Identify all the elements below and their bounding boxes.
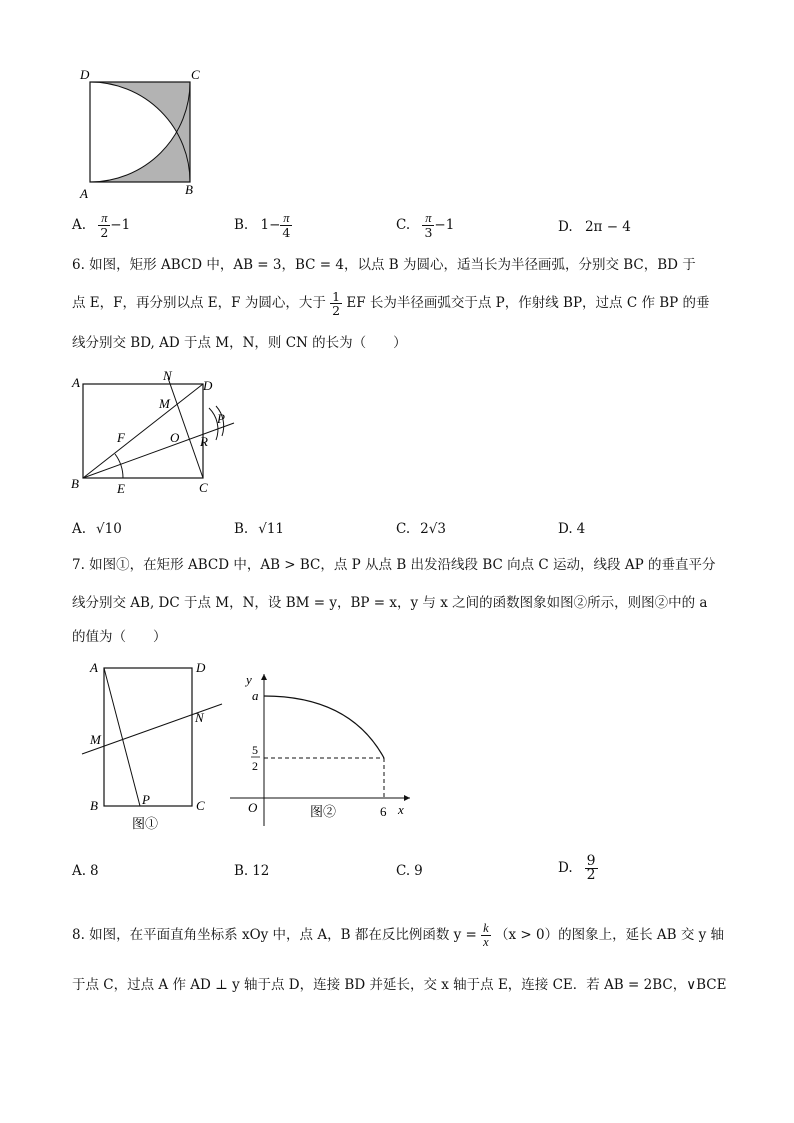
q5-option-a-num: π: [98, 212, 110, 226]
q7-option-a[interactable]: [72, 863, 99, 879]
q5-option-c-den: 3: [424, 225, 433, 240]
q7-f2-label-den: 2: [252, 759, 258, 773]
q6-label-m: M: [159, 396, 170, 411]
q7-option-d-num: 9: [586, 853, 596, 869]
q6-option-a-text: √10: [96, 521, 122, 537]
q6-label-e: E: [117, 481, 125, 496]
q6-label-o: O: [170, 430, 180, 445]
q7-f1-label-b: B: [90, 798, 98, 813]
q7-f2-label-x: x: [398, 802, 404, 817]
q6-option-d-key: D.: [558, 521, 573, 537]
q7-option-c-key: C.: [396, 863, 411, 879]
q6-option-a-key: A.: [72, 521, 87, 537]
q6-figure: [66, 368, 246, 500]
q6-stem-line3: 线分别交 BD, AD 于点 M，N，则 CN 的长为（ ）: [72, 335, 407, 351]
q8-stem-line1-a: 8. 如图，在平面直角坐标系 xOy 中，点 A，B 都在反比例函数 y =: [72, 927, 477, 943]
q8-stem-line2: 于点 C，过点 A 作 AD ⊥ y 轴于点 D，连接 BD 并延长，交 x 轴于点 E，连接 CE．若 AB = 2BC，∨BCE: [72, 977, 727, 993]
q7-segment-ap: [104, 668, 140, 806]
q5-option-b-den: 4: [282, 225, 291, 240]
q5-figure: [70, 64, 210, 204]
q7-option-a-key: A.: [72, 863, 87, 879]
q7-option-b-key: B.: [234, 863, 249, 879]
q6-frac-num: 1: [332, 289, 341, 304]
q7-curve: [264, 696, 384, 758]
q7-option-a-text: 8: [90, 863, 99, 879]
q7-f2-label-o: O: [248, 800, 258, 815]
q6-ray-bp: [83, 423, 234, 478]
q6-stem-line1: 6. 如图，矩形 ABCD 中，AB = 3，BC = 4，以点 B 为圆心，适当长为半径画弧，分别交 BC，BD 于: [72, 257, 696, 273]
q5-option-a-den: 2: [100, 225, 109, 240]
q5-option-a-key: A.: [72, 217, 87, 233]
q6-label-c: C: [199, 480, 208, 495]
q8-stem-line1: [72, 922, 724, 949]
q5-label-a: A: [80, 186, 88, 201]
q7-option-b-text: 12: [252, 863, 270, 879]
q7-option-c-text: 9: [414, 863, 423, 879]
q7-option-c[interactable]: [396, 863, 423, 879]
q7-stem-line3: 的值为（ ）: [72, 629, 167, 645]
q6-label-r: R: [200, 434, 208, 449]
q5-option-b[interactable]: [234, 212, 292, 239]
q6-option-c-text: 2√3: [420, 521, 446, 537]
q6-option-b-key: B.: [234, 521, 249, 537]
q8-stem-line1-b: （x > 0）的图象上，延长 AB 交 y 轴: [495, 927, 725, 943]
q7-figure-2: [230, 664, 420, 834]
q6-line-cn: [168, 378, 203, 478]
q7-option-d-key: D.: [558, 860, 573, 876]
q7-f2-label-y: y: [246, 672, 252, 687]
q7-rectangle: [104, 668, 192, 806]
q5-option-c-tail: −1: [434, 217, 455, 233]
q7-f2-label-six: 6: [380, 804, 387, 819]
q5-option-d-key: D.: [558, 219, 573, 235]
q5-option-b-head: 1−: [260, 217, 281, 233]
q8-frac-num: k: [483, 921, 489, 935]
q6-stem-line2-b: EF 长为半径画弧交于点 P，作射线 BP，过点 C 作 BP 的垂: [346, 295, 710, 311]
q7-f1-label-n: N: [195, 710, 204, 725]
q7-f2-label-a: a: [252, 688, 259, 703]
q6-option-b[interactable]: [234, 521, 284, 537]
q7-option-b[interactable]: [234, 863, 269, 879]
q5-label-d: D: [80, 67, 90, 82]
q5-option-c-num: π: [422, 212, 434, 226]
q7-f2-label-num: 5: [252, 743, 258, 757]
q7-f1-label-a: A: [90, 660, 98, 675]
q7-stem-line1: 7. 如图①，在矩形 ABCD 中，AB > BC，点 P 从点 B 出发沿线段 BC 向点 C 运动，线段 AP 的垂直平分: [72, 557, 716, 573]
q6-label-n: N: [163, 368, 172, 383]
q7-f1-label-p: P: [142, 792, 150, 807]
q6-option-c-key: C.: [396, 521, 411, 537]
q5-option-d[interactable]: [558, 219, 631, 235]
q6-label-a: A: [72, 375, 80, 390]
q6-stem-line2-a: 点 E，F，再分别以点 E，F 为圆心，大于: [72, 295, 326, 311]
q7-figure-1: [74, 658, 230, 834]
q6-option-b-text: √11: [258, 521, 284, 537]
q7-f2-caption: 图②: [310, 804, 337, 819]
q7-f1-label-d: D: [196, 660, 206, 675]
q5-label-c: C: [191, 67, 200, 82]
q6-option-d-text: 4: [576, 521, 586, 537]
q8-frac-den: x: [483, 935, 489, 949]
q7-f1-label-c: C: [196, 798, 205, 813]
q5-option-a-tail: −1: [110, 217, 131, 233]
q5-label-b: B: [185, 182, 193, 197]
q6-option-c[interactable]: [396, 521, 446, 537]
q5-option-c-key: C.: [396, 217, 411, 233]
q6-label-f: F: [117, 430, 125, 445]
q7-f1-label-m: M: [90, 732, 101, 747]
q7-option-d-den: 2: [586, 867, 596, 883]
q7-stem-line2: 线分别交 AB, DC 于点 M，N，设 BM = y，BP = x，y 与 x 之间的函数图象如图②所示，则图②中的 a: [72, 595, 708, 611]
q5-option-a[interactable]: [72, 212, 130, 239]
q7-option-d[interactable]: [558, 855, 598, 882]
q6-label-b: B: [71, 476, 79, 491]
q5-option-d-text: 2π − 4: [584, 219, 631, 235]
q6-option-a[interactable]: [72, 521, 122, 537]
q5-option-b-key: B.: [234, 217, 249, 233]
q6-option-d[interactable]: [558, 521, 585, 537]
q6-diagonal-bd: [83, 384, 203, 478]
q6-label-d: D: [203, 378, 213, 393]
q5-option-c[interactable]: [396, 212, 454, 239]
q5-option-b-num: π: [280, 212, 292, 226]
q6-stem-line2: [72, 290, 710, 317]
q7-f1-caption: 图①: [132, 816, 159, 831]
q6-frac-den: 2: [332, 303, 341, 318]
q6-label-p: P: [217, 411, 225, 426]
